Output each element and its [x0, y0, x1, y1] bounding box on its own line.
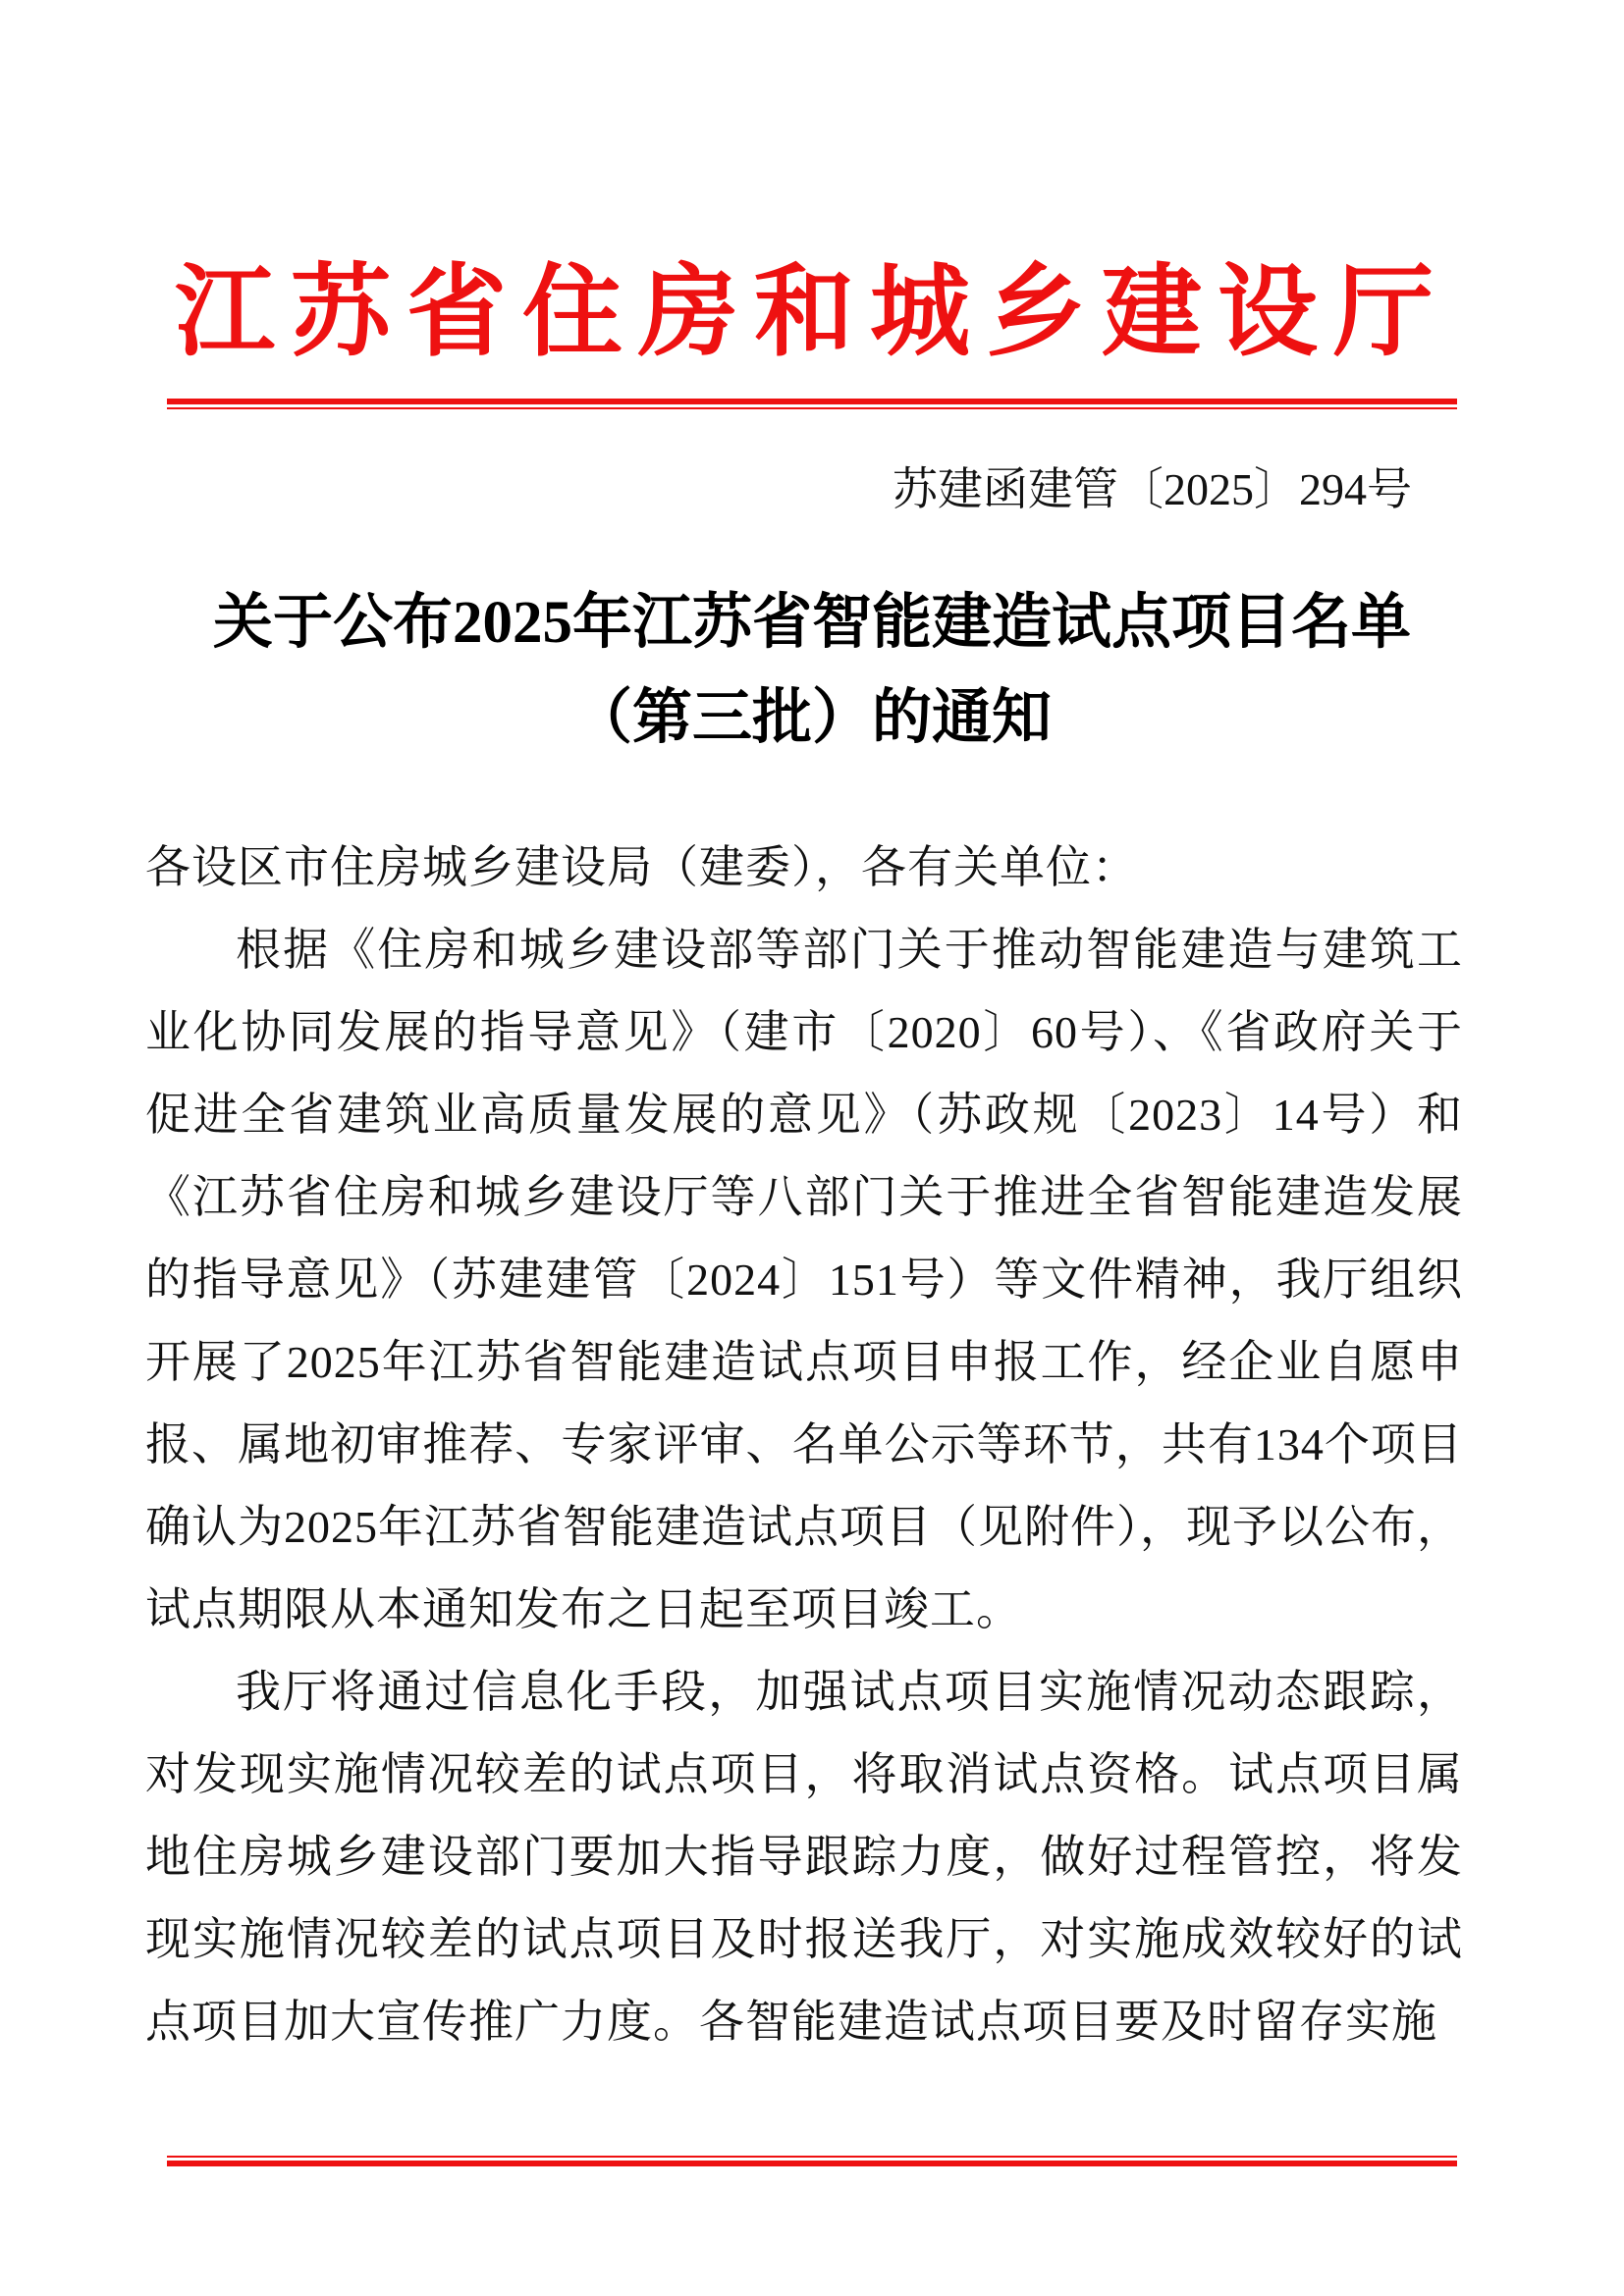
notice-title: [0, 575, 1624, 766]
notice-title-line2: （第三批）的通知: [571, 685, 1052, 751]
notice-title-line1: 关于公布2025年江苏省智能建造试点项目名单: [212, 590, 1411, 656]
masthead-title: 江苏省住房和城乡建设厅: [175, 258, 1449, 369]
notice-body: [145, 827, 1463, 2063]
salutation: 各设区市住房城乡建设局（建委），各有关单位：: [145, 842, 1138, 892]
footer-rule: [167, 2156, 1457, 2166]
paragraph-basis-and-announcement: 根据《住房和城乡建设部等部门关于推动智能建造与建筑工业化协同发展的指导意见》（建市〔2020〕60号）、《省政府关于促进全省建筑业高质量发展的意见》（苏政规〔2023〕14号）和《江苏省住房和城乡建设厅等八部门关于推进全省智能建造发展的指导意见》（苏建建管〔2024〕151号）等文件精神，我厅组织开展了2025年江苏省智能建造试点项目申报工作，经企业自愿申报、属地初审推荐、专家评审、名单公示等环节，共有134个项目确认为2025年江苏省智能建造试点项目（见附件），现予以公布，试点期限从本通知发布之日起至项目竣工。: [145, 925, 1463, 1634]
paragraph-supervision-requirements: 我厅将通过信息化手段，加强试点项目实施情况动态跟踪，对发现实施情况较差的试点项目，将取消试点资格。试点项目属地住房城乡建设部门要加大指导跟踪力度，做好过程管控，将发现实施情况较差的试点项目及时报送我厅，对实施成效较好的试点项目加大宣传推广力度。各智能建造试点项目要及时留存实施: [145, 1667, 1463, 2047]
header-rule-thin-line: [167, 407, 1457, 409]
document-number: 苏建函建管〔2025〕294号: [893, 464, 1412, 514]
footer-rule-thick-line: [167, 2161, 1457, 2166]
header-rule: [167, 399, 1457, 409]
